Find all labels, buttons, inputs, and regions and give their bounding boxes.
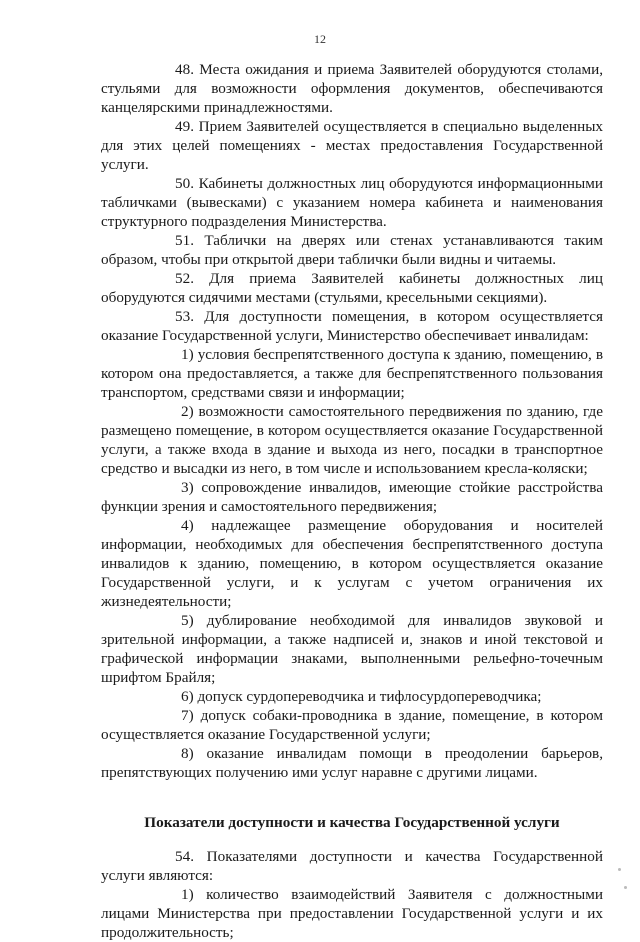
- subitem-number: 6): [181, 688, 194, 705]
- paragraph-number: 54.: [175, 848, 194, 865]
- subitem-text: надлежащее размещение оборудования и носителей информации, необходимых для обеспечения беспрепятственного доступа инвалидов к зданию, помещению, в котором осуществляется оказание Государственной услуги, и к услугам с учетом ограничения их жизнедеятельности;: [101, 517, 603, 610]
- subitem-text: возможности самостоятельного передвижения по зданию, где размещено помещение, в котором осуществляется оказание Государственной услуги, а также входа в здание и выхода из него, посадки в транспортное средство и высадки из него, в том числе и использованием кресла-коляски;: [101, 403, 603, 477]
- scan-speck: [624, 886, 627, 889]
- paragraph-48: [101, 60, 603, 117]
- subitem-53-1: [101, 345, 603, 402]
- subitem-number: 4): [181, 517, 194, 534]
- paragraph-text: Прием Заявителей осуществляется в специально выделенных для этих целей помещениях - местах предоставления Государственной услуги.: [101, 118, 603, 173]
- paragraph-50: [101, 174, 603, 231]
- paragraph-49: [101, 117, 603, 174]
- scan-speck: [618, 868, 621, 871]
- paragraph-text: Места ожидания и приема Заявителей оборудуются столами, стульями для возможности оформления документов, обеспечиваются канцелярскими принадлежностями.: [101, 61, 603, 116]
- subitem-53-3: [101, 478, 603, 516]
- paragraph-52: [101, 269, 603, 307]
- paragraph-53: [101, 307, 603, 345]
- subitem-text: условия беспрепятственного доступа к зданию, помещению, в котором она предоставляется, а также для беспрепятственного пользования транспортом, средствами связи и информации;: [101, 346, 604, 401]
- subitem-53-2: [101, 402, 603, 478]
- subitem-text: сопровождение инвалидов, имеющие стойкие расстройства функции зрения и самостоятельного передвижения;: [101, 479, 603, 515]
- subitem-53-5: [101, 611, 603, 687]
- paragraph-text: Таблички на дверях или стенах устанавливаются таким образом, чтобы при открытой двери таблички были видны и читаемы.: [101, 232, 603, 268]
- paragraph-number: 51.: [175, 232, 194, 249]
- subitem-53-4: [101, 516, 603, 611]
- subitem-number: 1): [181, 346, 194, 363]
- paragraph-number: 50.: [175, 175, 194, 192]
- paragraph-51: [101, 231, 603, 269]
- paragraph-text: Для приема Заявителей кабинеты должностных лиц оборудуются сидячими местами (стульями, кресельными секциями).: [101, 270, 604, 306]
- subitem-53-7: [101, 706, 603, 744]
- paragraph-number: 48.: [175, 61, 194, 78]
- paragraph-number: 49.: [175, 118, 194, 135]
- subitem-text: дублирование необходимой для инвалидов звуковой и зрительной информации, а также надписей и, знаков и иной текстовой и графической информации знаками, выполненными рельефно-точечным шрифтом Брайля;: [101, 612, 603, 686]
- subitem-text: количество взаимодействий Заявителя с должностными лицами Министерства при предоставлении Государственной услуги и их продолжительность;: [101, 886, 603, 941]
- subitem-53-6: [101, 687, 603, 706]
- paragraph-text: Показателями доступности и качества Государственной услуги являются:: [101, 848, 604, 884]
- document-body: [101, 60, 603, 942]
- subitem-text: допуск собаки-проводника в здание, помещение, в котором осуществляется оказание Государственной услуги;: [101, 707, 603, 743]
- page-number: 12: [314, 32, 326, 46]
- subitem-number: 5): [181, 612, 194, 629]
- paragraph-number: 53.: [175, 308, 194, 325]
- subitem-text: оказание инвалидам помощи в преодолении барьеров, препятствующих получению ими услуг наравне с другими лицами.: [101, 745, 604, 781]
- subitem-number: 2): [181, 403, 194, 420]
- paragraph-number: 52.: [175, 270, 194, 287]
- subitem-53-8: [101, 744, 603, 782]
- section-heading: Показатели доступности и качества Государственной услуги: [144, 814, 560, 831]
- paragraph-text: Для доступности помещения, в котором осуществляется оказание Государственной услуги, Министерство обеспечивает инвалидам:: [101, 308, 603, 344]
- subitem-number: 7): [181, 707, 194, 724]
- subitem-number: 8): [181, 745, 194, 762]
- subitem-number: 1): [181, 886, 194, 903]
- paragraph-text: Кабинеты должностных лиц оборудуются информационными табличками (вывесками) с указанием номера кабинета и наименования структурного подразделения Министерства.: [101, 175, 603, 230]
- subitem-number: 3): [181, 479, 194, 496]
- subitem-text: допуск сурдопереводчика и тифлосурдопереводчика;: [197, 688, 542, 705]
- paragraph-54: [101, 847, 603, 885]
- subitem-54-1: [101, 885, 603, 942]
